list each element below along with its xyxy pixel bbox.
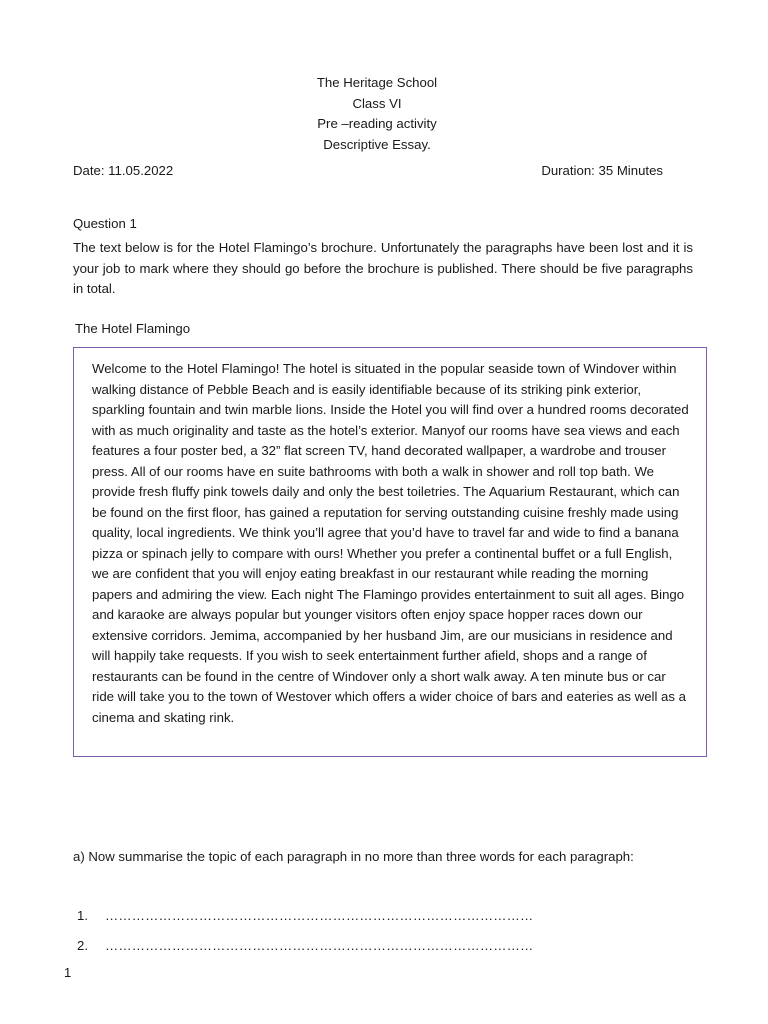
answer-number: 1. — [77, 908, 88, 923]
class-label: Class VI — [352, 95, 402, 111]
document-header — [0, 73, 754, 155]
passage-text: Welcome to the Hotel Flamingo! The hotel is situated in the popular seaside town of Windover within walking distance of Pebble Beach and is easily identifiable because of its striking pink exterior, sparkling fountain and twin marble lions. Inside the Hotel you will find over a hundred rooms decorated with as much originality and taste as the hotel’s exterior. Manyof our rooms have sea views and each features a four poster bed, a 32” flat screen TV, hand decorated wallpaper, a wardrobe and trouser press. All of our rooms have en suite bathrooms with both a walk in shower and roll top bath. We provide fresh fluffy pink towels daily and only the best toiletries. The Aquarium Restaurant, which can be found on the first floor, has gained a reputation for serving outstanding cuisine freshly made using quality, local ingredients. We think you’ll agree that you’d have to travel far and wide to find a banana pizza or spinach jelly to compare with ours! Whether you prefer a continental buffet or a full English, we are confident that you will enjoy eating breakfast in our restaurant while reading the morning papers and admiring the view. Each night The Flamingo provides entertainment to suit all ages. Bingo and karaoke are always popular but younger visitors often enjoy space hopper races down our extensive corridors. Jemima, accompanied by her husband Jim, are our musicians in residence and will happily take requests. If you wish to seek entertainment further afield, shops and a range of restaurants can be found in the centre of Windover only a short walk away. A ten minute bus or car ride will take you to the town of Westover which offers a wider choice of bars and eateries as well as a cinema and skating rink. — [92, 361, 689, 725]
answer-line-2[interactable] — [77, 936, 533, 956]
date-label: Date: 11.05.2022 — [73, 163, 174, 178]
question-instructions: The text below is for the Hotel Flamingo’s brochure. Unfortunately the paragraphs have been lost and it is your job to mark where they should go before the brochure is published. There should be five paragraphs in total. — [73, 240, 693, 297]
passage-title: The Hotel Flamingo — [75, 321, 191, 336]
summary-prompt: a) Now summarise the topic of each paragraph in no more than three words for each paragraph: — [73, 849, 634, 864]
page-number: 1 — [64, 965, 72, 980]
passage-box — [73, 347, 707, 757]
school-name: The Heritage School — [316, 75, 438, 90]
duration-label: Duration: 35 Minutes — [541, 163, 663, 178]
activity-label: Pre –reading activity — [317, 116, 437, 131]
essay-type-label: Descriptive Essay. — [323, 136, 431, 152]
answer-line-1[interactable] — [77, 906, 533, 926]
answer-number: 2. — [77, 938, 88, 953]
question-label: Question 1 — [73, 216, 137, 231]
answer-dotted-line[interactable]: …………………………………………………………………………………… — [105, 938, 534, 953]
answer-dotted-line[interactable]: …………………………………………………………………………………… — [105, 908, 534, 923]
